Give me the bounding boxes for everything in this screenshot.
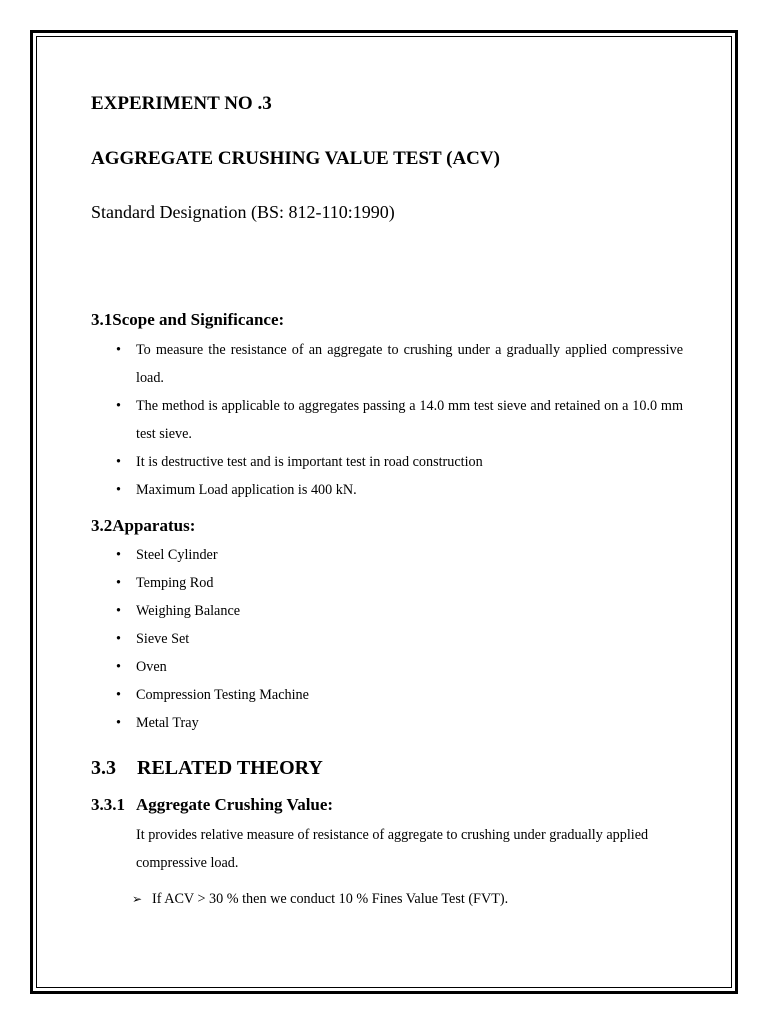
related-theory-heading: 3.3 RELATED THEORY <box>91 757 323 779</box>
scope-heading: 3.1Scope and Significance: <box>91 310 285 329</box>
experiment-title: EXPERIMENT NO .3 <box>91 93 272 114</box>
apparatus-list <box>91 541 683 737</box>
apparatus-heading: 3.2Apparatus: <box>91 516 196 535</box>
standard-designation: Standard Designation (BS: 812-110:1990) <box>91 202 395 222</box>
acv-paragraph: It provides relative measure of resistance of aggregate to crushing under gradually applied compressive load. <box>136 827 649 871</box>
list-item: • Metal Tray <box>91 709 683 737</box>
list-item: • Weighing Balance <box>91 597 683 625</box>
bullet-icon: • <box>116 547 121 563</box>
bullet-icon: • <box>116 398 121 414</box>
acv-subheading: 3.3.1 Aggregate Crushing Value: <box>91 795 334 814</box>
test-title: AGGREGATE CRUSHING VALUE TEST (ACV) <box>91 148 500 169</box>
list-item: • The method is applicable to aggregates passing a 14.0 mm test sieve and retained on a 10.0 mm test sieve. <box>91 392 683 448</box>
bullet-icon: • <box>116 687 121 703</box>
list-item: • Steel Cylinder <box>91 541 683 569</box>
bullet-icon: • <box>116 482 121 498</box>
acv-condition-item: ➢ If ACV > 30 % then we conduct 10 % Fines Value Test (FVT). <box>132 891 509 907</box>
list-item: • Compression Testing Machine <box>91 681 683 709</box>
subsection-number: 3.3.1 <box>91 795 125 814</box>
list-item: • To measure the resistance of an aggregate to crushing under a gradually applied compressive load. <box>91 336 683 392</box>
bullet-icon: • <box>116 603 121 619</box>
bullet-icon: • <box>116 631 121 647</box>
bullet-icon: • <box>116 342 121 358</box>
section-number: 3.3 <box>91 757 116 779</box>
scope-list <box>91 336 683 504</box>
arrow-bullet-icon: ➢ <box>132 892 143 906</box>
list-item: • Sieve Set <box>91 625 683 653</box>
list-item: • Temping Rod <box>91 569 683 597</box>
list-item: • It is destructive test and is important test in road construction <box>91 448 683 476</box>
bullet-icon: • <box>116 575 121 591</box>
bullet-icon: • <box>116 715 121 731</box>
bullet-icon: • <box>116 659 121 675</box>
list-item: • Maximum Load application is 400 kN. <box>91 476 683 504</box>
bullet-icon: • <box>116 454 121 470</box>
list-item: • Oven <box>91 653 683 681</box>
